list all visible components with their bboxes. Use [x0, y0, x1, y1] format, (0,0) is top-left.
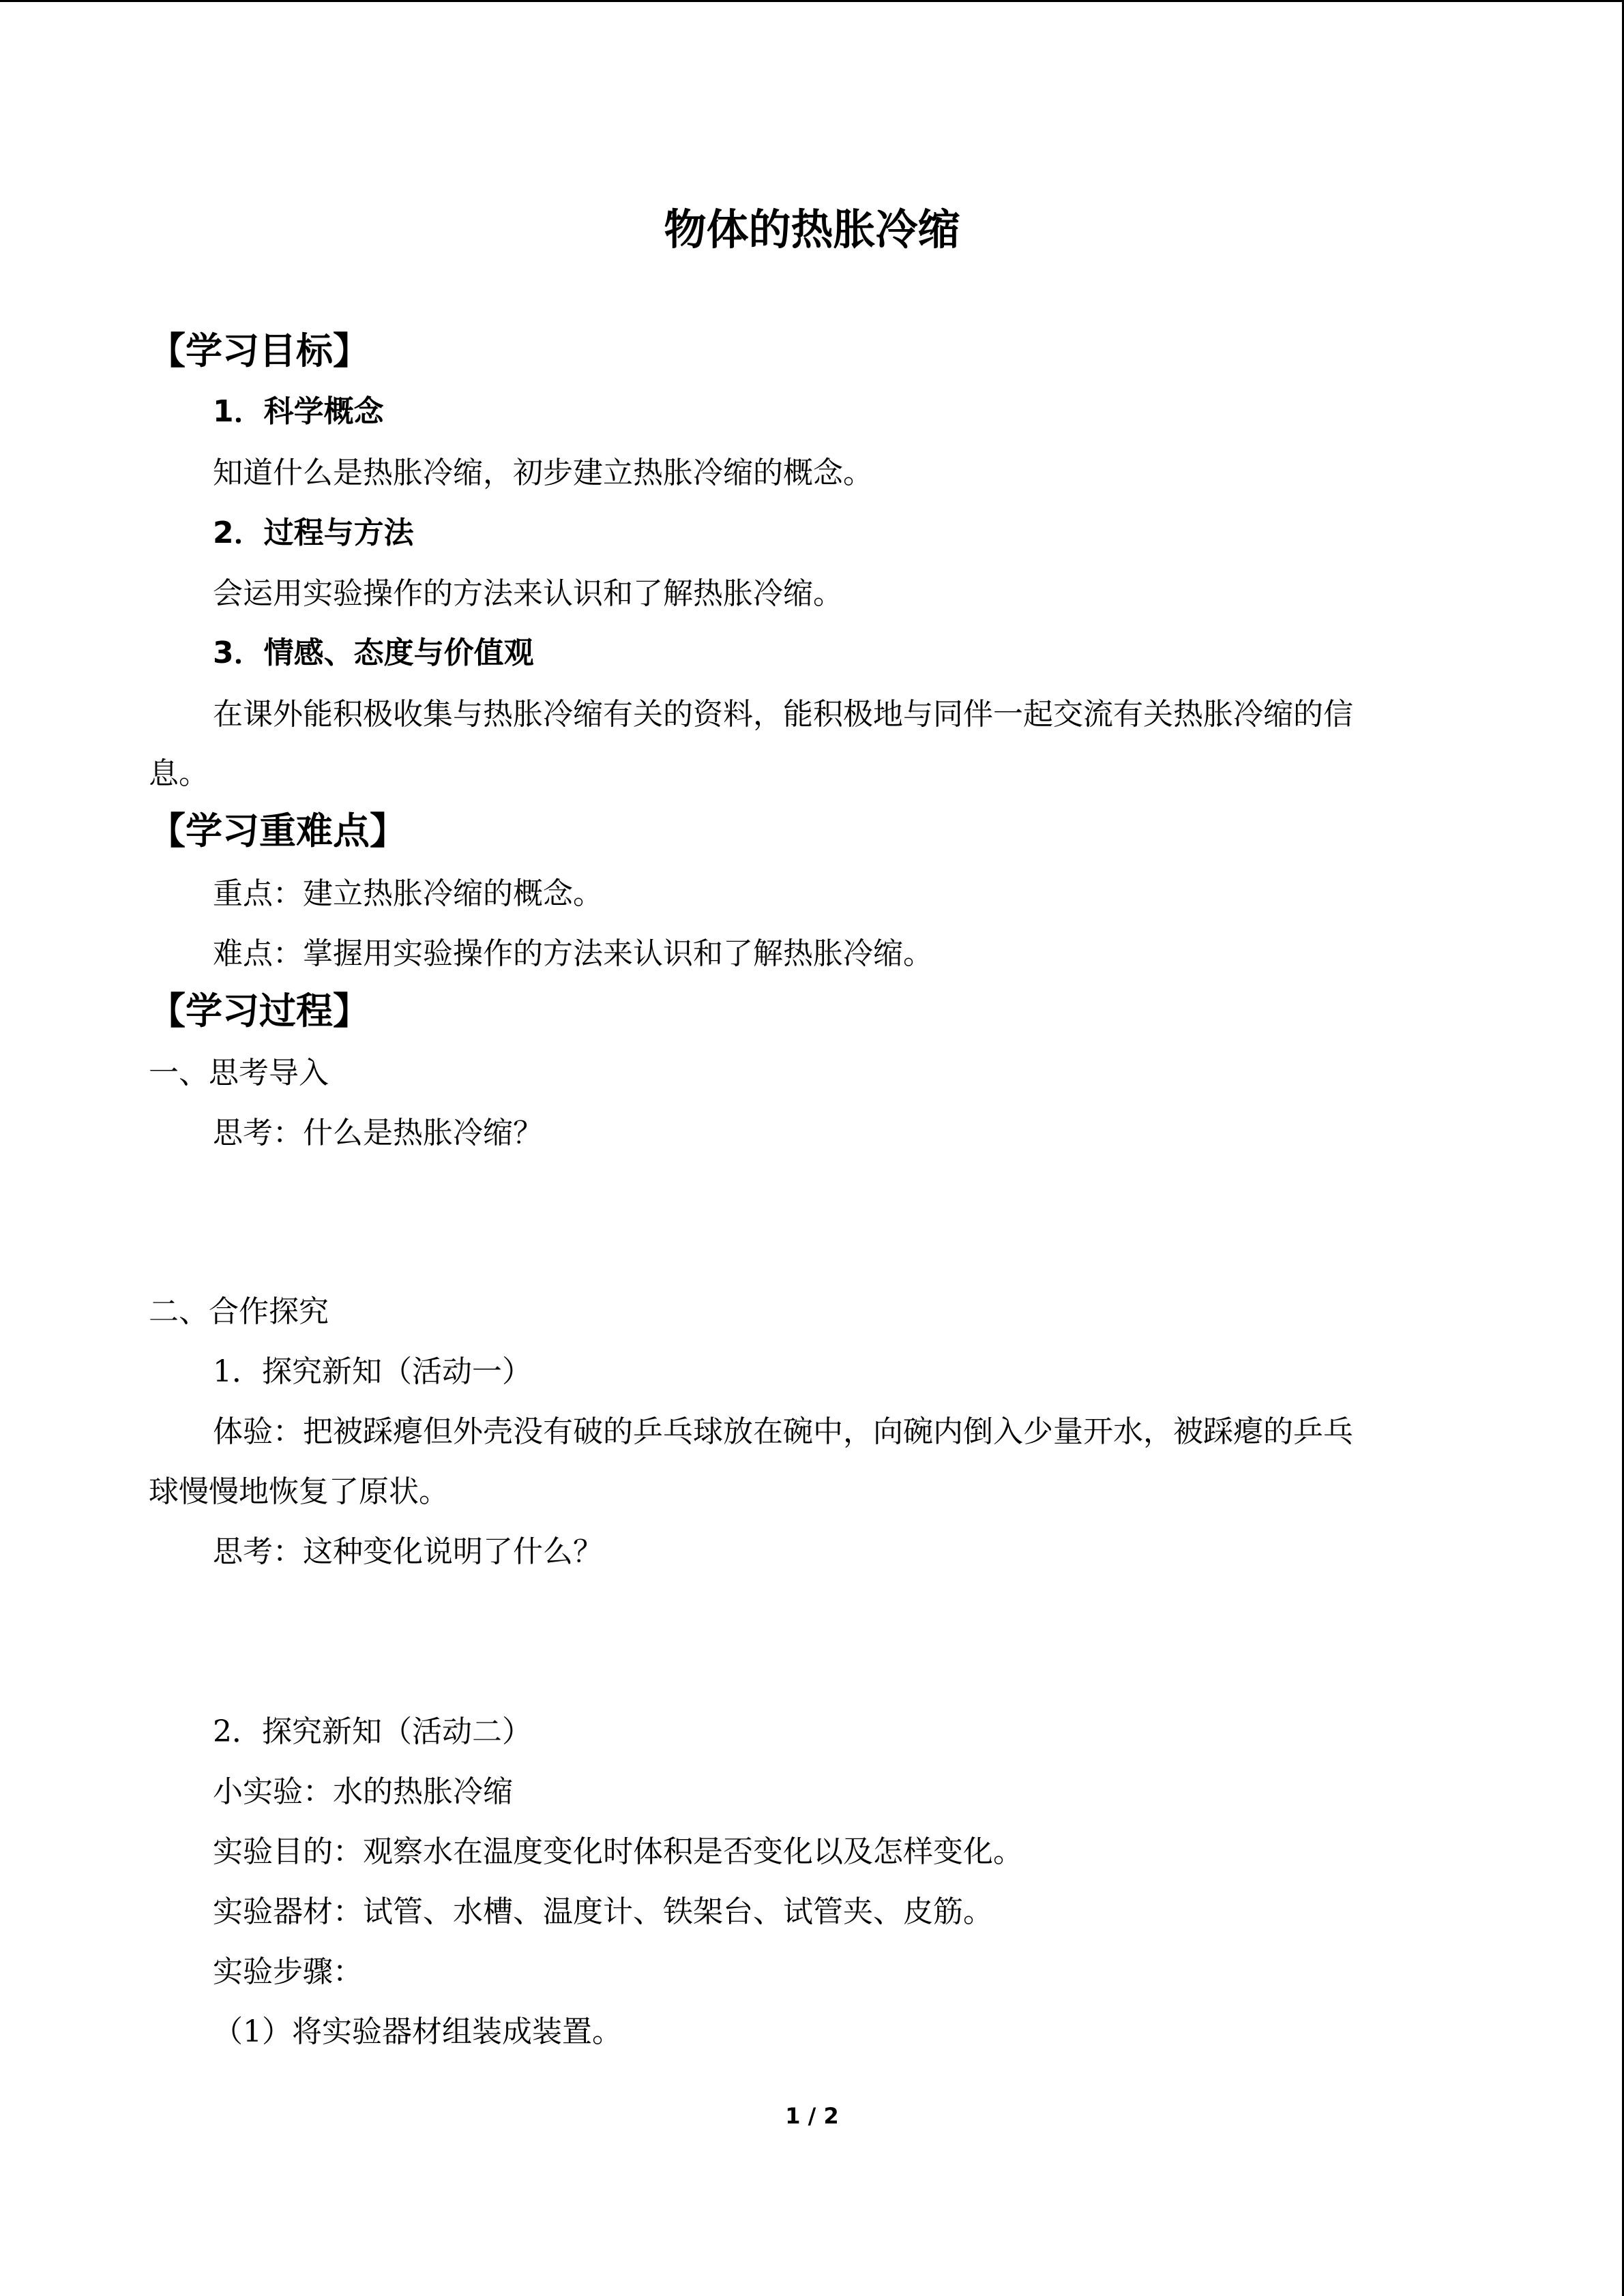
objective-3-text-line-2: 息。: [149, 756, 209, 791]
objective-1-title: 1．科学概念: [213, 394, 384, 429]
objective-3-title: 3．情感、态度与价值观: [213, 636, 534, 670]
key-points-heading: 【学习重难点】: [149, 809, 407, 852]
experiment-name: 小实验：水的热胀冷缩: [213, 1774, 513, 1809]
activity-1-question: 思考：这种变化说明了什么？: [213, 1534, 603, 1569]
process-part-1-title: 一、思考导入: [149, 1056, 329, 1090]
process-part-2-title: 二、合作探究: [149, 1294, 329, 1329]
activity-1-text-line-2: 球慢慢地恢复了原状。: [149, 1474, 449, 1509]
document-title: 物体的热胀冷缩: [664, 205, 960, 254]
objective-3-text-line-1: 在课外能积极收集与热胀冷缩有关的资料，能积极地与同伴一起交流有关热胀冷缩的信: [213, 697, 1353, 732]
key-point-focus: 重点：建立热胀冷缩的概念。: [213, 876, 603, 911]
experiment-materials: 实验器材：试管、水槽、温度计、铁架台、试管夹、皮筋。: [213, 1894, 993, 1929]
process-heading: 【学习过程】: [149, 989, 370, 1032]
objective-2-title: 2．过程与方法: [213, 516, 414, 550]
activity-1-title: 1．探究新知（活动一）: [213, 1354, 532, 1389]
objectives-heading: 【学习目标】: [149, 329, 370, 372]
activity-1-text-line-1: 体验：把被踩瘪但外壳没有破的乒乓球放在碗中，向碗内倒入少量开水，被踩瘪的乒乓: [213, 1414, 1353, 1449]
activity-2-title: 2．探究新知（活动二）: [213, 1714, 532, 1749]
objective-2-text: 会运用实验操作的方法来认识和了解热胀冷缩。: [213, 576, 843, 611]
experiment-step-1: （1）将实验器材组装成装置。: [213, 2014, 622, 2049]
page-frame-top: [0, 0, 1624, 2]
experiment-steps-label: 实验步骤：: [213, 1954, 363, 1989]
process-part-1-question: 思考：什么是热胀冷缩？: [213, 1116, 543, 1150]
objective-1-text: 知道什么是热胀冷缩，初步建立热胀冷缩的概念。: [213, 456, 873, 490]
experiment-goal: 实验目的：观察水在温度变化时体积是否变化以及怎样变化。: [213, 1834, 1023, 1869]
key-point-difficulty: 难点：掌握用实验操作的方法来认识和了解热胀冷缩。: [213, 936, 933, 971]
page-number: 1 / 2: [785, 2103, 839, 2129]
